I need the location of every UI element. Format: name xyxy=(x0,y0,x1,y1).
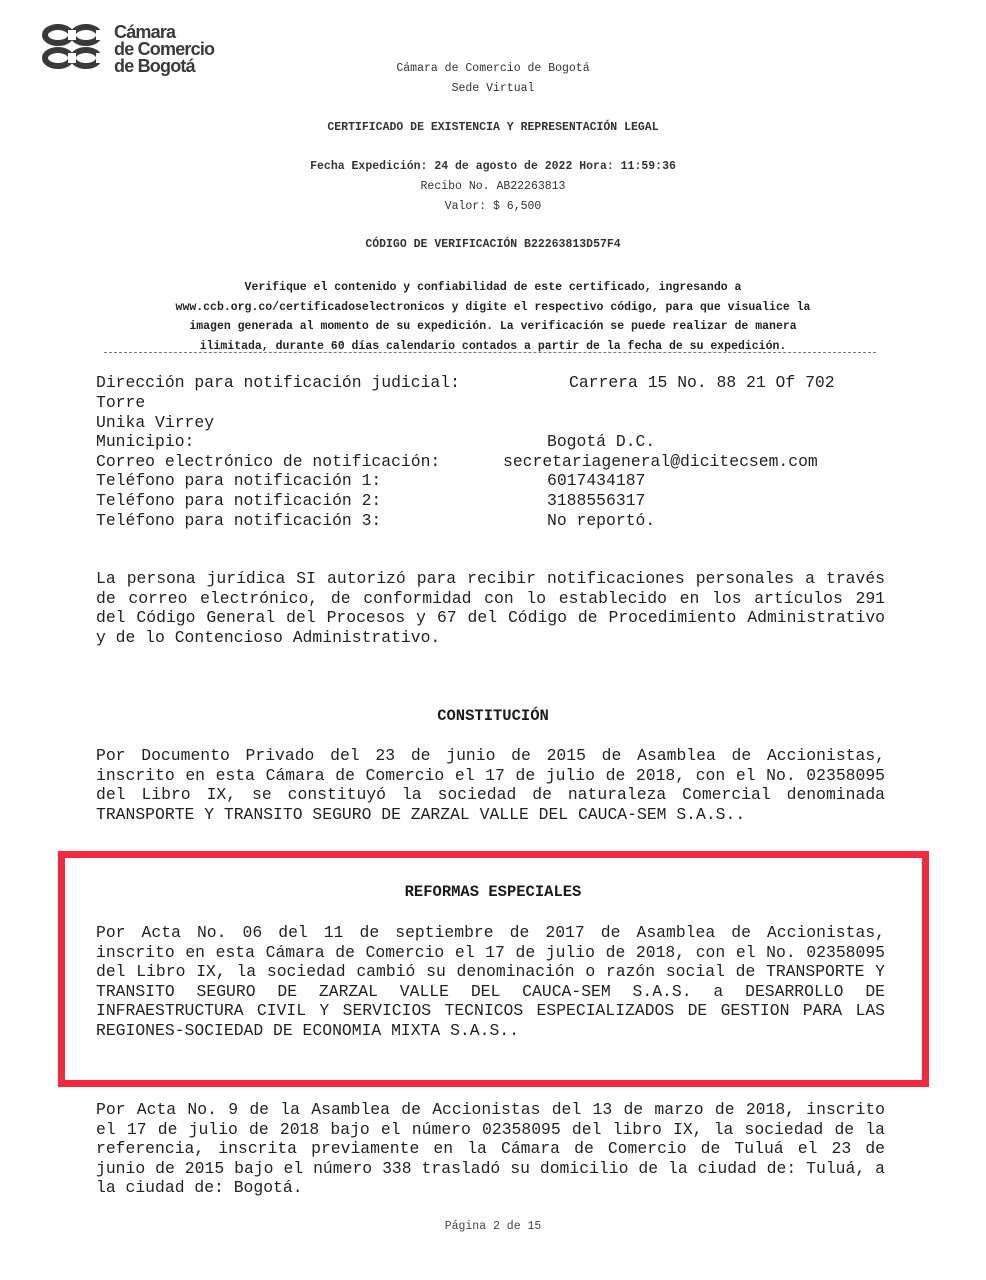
verification-code: CÓDIGO DE VERIFICACIÓN B22263813D57F4 xyxy=(365,238,621,251)
reforms-text: Por Acta No. 06 del 11 de septiembre de 2017 de Asamblea de Accionistas, inscrito en esta Cámara de Comercio el 17 de julio de 2018, con el No. 02358095 del Libro IX, la sociedad cambió su denominación o razón social de TRANSPORTE Y TRANSITO SEGURO DE ZARZAL VALLE DEL CAUCA-SEM S.A.S. a DESARROLLO DE INFRAESTRUCTURA CIVIL Y SERVICIOS TECNICOS ESPECIALIZADOS DE GESTION PARA LAS REGIONES-SOCIEDAD DE ECONOMIA MIXTA S.A.S.. xyxy=(96,923,885,1040)
domicile-transfer-text: Por Acta No. 9 de la Asamblea de Accionistas del 13 de marzo de 2018, inscrito el 17 de julio de 2018 bajo el número 02358095 del libro IX, la sociedad de la referencia, inscrita previamente en la Cámara de Comercio de Tuluá el 23 de junio de 2015 bajo el número 338 trasladó su domicilio de la ciudad de: Tuluá, a la ciudad de: Bogotá. xyxy=(96,1100,885,1198)
phone-1-value: 6017434187 xyxy=(547,471,646,490)
issue-date: Fecha Expedición: 24 de agosto de 2022 Hora: 11:59:36 xyxy=(310,160,676,173)
email-value: secretariageneral@dicitecsem.com xyxy=(503,452,818,471)
reforms-heading: REFORMAS ESPECIALES xyxy=(404,883,582,901)
logo-line-1: Cámara xyxy=(114,22,176,42)
address-continued: Unika Virrey xyxy=(96,413,215,432)
authorization-paragraph xyxy=(96,569,885,647)
municipality-label: Municipio: xyxy=(96,432,195,451)
certificate-value: Valor: $ 6,500 xyxy=(444,200,542,213)
address-value: Carrera 15 No. 88 21 Of 702 xyxy=(569,373,835,392)
municipality-value: Bogotá D.C. xyxy=(547,432,656,451)
authorization-text: La persona jurídica SI autorizó para recibir notificaciones personales a través de correo electrónico, de conformidad con lo establecido en los artículos 291 del Código General del Procesos y 67 del Código de Procedimiento Administrativo y de lo Contencioso Administrativo. xyxy=(96,569,885,647)
address-continued: Torre xyxy=(96,393,146,412)
verify-line: imagen generada al momento de su expedición. La verificación se puede realizar de manera xyxy=(189,320,797,334)
phone-3-value: No reportó. xyxy=(547,511,656,530)
constitution-paragraph xyxy=(96,746,885,824)
verify-line: ilimitada, durante 60 días calendario contados a partir de la fecha de su expedición. xyxy=(199,340,787,354)
constitution-text: Por Documento Privado del 23 de junio de 2015 de Asamblea de Accionistas, inscrito en esta Cámara de Comercio el 17 de julio de 2018, con el No. 02358095 del Libro IX, se constituyó la sociedad de naturaleza Comercial denominada TRANSPORTE Y TRANSITO SEGURO DE ZARZAL VALLE DEL CAUCA-SEM S.A.S.. xyxy=(96,746,885,824)
logo-line-2: de Comercio xyxy=(114,39,215,59)
phone-2-value: 3188556317 xyxy=(547,491,646,510)
sede-virtual: Sede Virtual xyxy=(451,82,535,95)
verify-line: www.ccb.org.co/certificadoselectronicos y digite el respectivo código, para que visualice la xyxy=(175,300,811,314)
phone-2-label: Teléfono para notificación 2: xyxy=(96,491,382,510)
address-label: Dirección para notificación judicial: xyxy=(96,373,460,392)
phone-1-label: Teléfono para notificación 1: xyxy=(96,471,382,490)
email-label: Correo electrónico de notificación: xyxy=(96,452,441,471)
certificate-title: CERTIFICADO DE EXISTENCIA Y REPRESENTACIÓN LEGAL xyxy=(327,121,659,134)
verification-notice xyxy=(110,278,876,357)
verify-line: Verifique el contenido y confiabilidad de este certificado, ingresando a xyxy=(244,281,742,294)
constitution-heading: CONSTITUCIÓN xyxy=(437,707,549,725)
org-name: Cámara de Comercio de Bogotá xyxy=(396,62,590,75)
logo-line-3: de Bogotá xyxy=(114,56,195,76)
phone-3-label: Teléfono para notificación 3: xyxy=(96,511,382,530)
domicile-transfer-paragraph xyxy=(96,1100,885,1198)
page-number: Página 2 de 15 xyxy=(444,1220,542,1233)
receipt-number: Recibo No. AB22263813 xyxy=(420,180,566,193)
dashed-divider xyxy=(104,352,876,353)
reforms-paragraph xyxy=(96,923,885,1041)
